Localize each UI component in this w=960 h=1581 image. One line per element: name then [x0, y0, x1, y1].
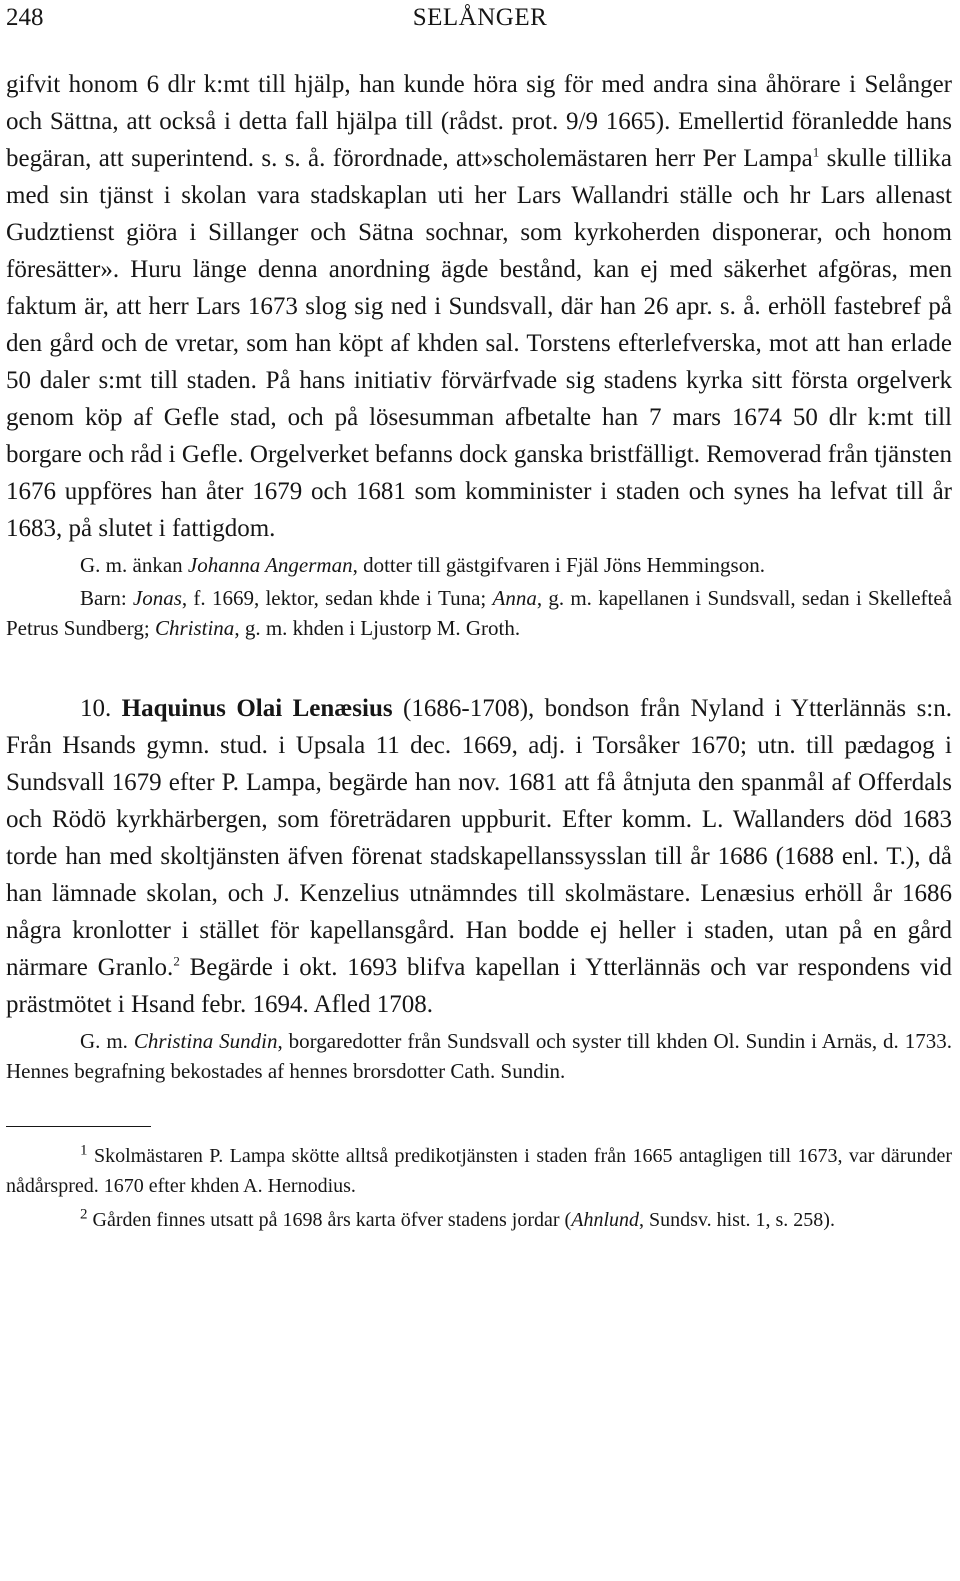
entry-name: Haquinus Olai Lenæsius — [121, 695, 393, 722]
paragraph-lampa — [6, 66, 952, 547]
person-name: Jonas — [132, 586, 182, 610]
paragraph-text: Barn: — [80, 586, 133, 610]
page-header — [0, 0, 960, 34]
entry-text: (1686-1708), bondson från Nyland i Ytterlännäs s:n. Från Hsands gymn. stud. i Upsala 11 dec. 1669, adj. i Torsåker 1670; utn. till pædagog i Sundsvall 1679 efter P. Lampa, begärde han nov. 1681 att få åtnjuta den spanmål af Offerdals och Rödö kyrkhärbergen, som företrädaren uppburit. Efter komm. L. Wallanders död 1683 torde han med skoltjänsten äfven förenat stadskapellanssysslan till år 1686 (1688 enl. T.), då han lämnade skolan, och J. Kenzelius utnämndes till skolmästare. Lenæsius erhöll år 1686 några kronlotter i stället för kapellansgård. Han bodde ej heller i staden, utan på en gård närmare Granlo. — [6, 695, 952, 981]
paragraph-text: G. m. änkan — [80, 553, 188, 577]
footnote-1 — [6, 1141, 952, 1201]
paragraph-text: , g. m. kapellanen i Sundsvall, sedan i Skellefteå Petrus Sundberg; — [6, 586, 952, 640]
paragraph-marriage-lampa — [6, 550, 952, 580]
paragraph-children-lampa — [6, 583, 952, 643]
footnote-ref-2: 2 — [173, 953, 180, 969]
person-name: Christina Sundin — [133, 1029, 278, 1053]
paragraph-text: , borgaredotter från Sundsvall och syster till khden Ol. Sundin i Arnäs, d. 1733. Hennes begrafning bekostades af hennes brorsdotter Cath. Sundin. — [6, 1029, 952, 1083]
page-body — [6, 66, 952, 1235]
paragraph-text: , f. 1669, lektor, sedan khde i Tuna; — [181, 586, 493, 610]
footnote-ref-1: 1 — [812, 144, 820, 160]
footnote-mark: 1 — [80, 1142, 88, 1159]
running-head: SELÅNGER — [412, 4, 548, 31]
person-name: Christina — [154, 616, 235, 640]
entry-lenaesius — [6, 690, 952, 1023]
paragraph-marriage-lenaesius — [6, 1026, 952, 1086]
page-number: 248 — [6, 4, 44, 31]
paragraph-text: skulle tillika med sin tjänst i skolan vara stadskaplan uti her Lars Wallandri ställe och hr Lars allenast Gudztienst giöra i Sillanger och Sätna sochnar, som kyrkoherden disponerar, och honom föresätter». Huru länge denna anordning ägde bestånd, kan ej med säkerhet afgöras, men faktum är, att herr Lars 1673 slog sig ned i Sundsvall, där han 26 apr. s. å. erhöll fastebref på den gård och de vretar, som han köpt af khden sal. Torstens efterlefverska, mot att han erlade 50 daler s:mt till staden. På hans initiativ förvärfvade sig stadens kyrka sitt första orgelverk genom köp af Gefle stad, och på lösesumman afbetalte han 7 mars 1674 50 dlr k:mt till borgare och råd i Gefle. Orgelverket befanns dock ganska bristfälligt. Removerad från tjänsten 1676 uppföres han åter 1679 och 1681 som komminister i staden och synes ha lefvat till år 1683, på slutet i fattigdom. — [6, 145, 952, 542]
footnote-divider — [6, 1126, 151, 1127]
entry-number: 10. — [80, 695, 122, 722]
paragraph-text: , g. m. khden i Ljustorp M. Groth. — [234, 616, 521, 640]
footnote-text: Gården finnes utsatt på 1698 års karta öfver stadens jordar ( — [87, 1209, 572, 1231]
entry-text: Begärde i okt. 1693 blifva kapellan i Ytterlännäs och var respondens vid prästmötet i Hsand febr. 1694. Afled 1708. — [6, 954, 952, 1018]
paragraph-text: G. m. — [80, 1029, 134, 1053]
person-name: Johanna Angerman — [187, 553, 353, 577]
person-name: Anna — [492, 586, 537, 610]
footnotes — [6, 1141, 952, 1235]
paragraph-text: , dotter till gästgifvaren i Fjäl Jöns Hemmingson. — [352, 553, 765, 577]
footnote-text: Skolmästaren P. Lampa skötte alltså predikotjänsten i staden från 1665 antagligen till 1673, var därunder nådårspred. 1670 efter khden A. Hernodius. — [6, 1145, 952, 1197]
footnote-mark: 2 — [80, 1206, 88, 1223]
source-author: Ahnlund — [571, 1209, 640, 1231]
footnote-text: , Sundsv. hist. 1, s. 258). — [639, 1209, 835, 1231]
footnote-2 — [6, 1205, 952, 1235]
paragraph-text: gifvit honom 6 dlr k:mt till hjälp, han kunde höra sig för med andra sina åhörare i Selånger och Sättna, att också i detta fall hjälpa till (rådst. prot. 9/9 1665). Emellertid föranledde hans begäran, att superintend. s. s. å. förordnade, att»scholemästaren herr Per Lampa — [6, 71, 952, 172]
